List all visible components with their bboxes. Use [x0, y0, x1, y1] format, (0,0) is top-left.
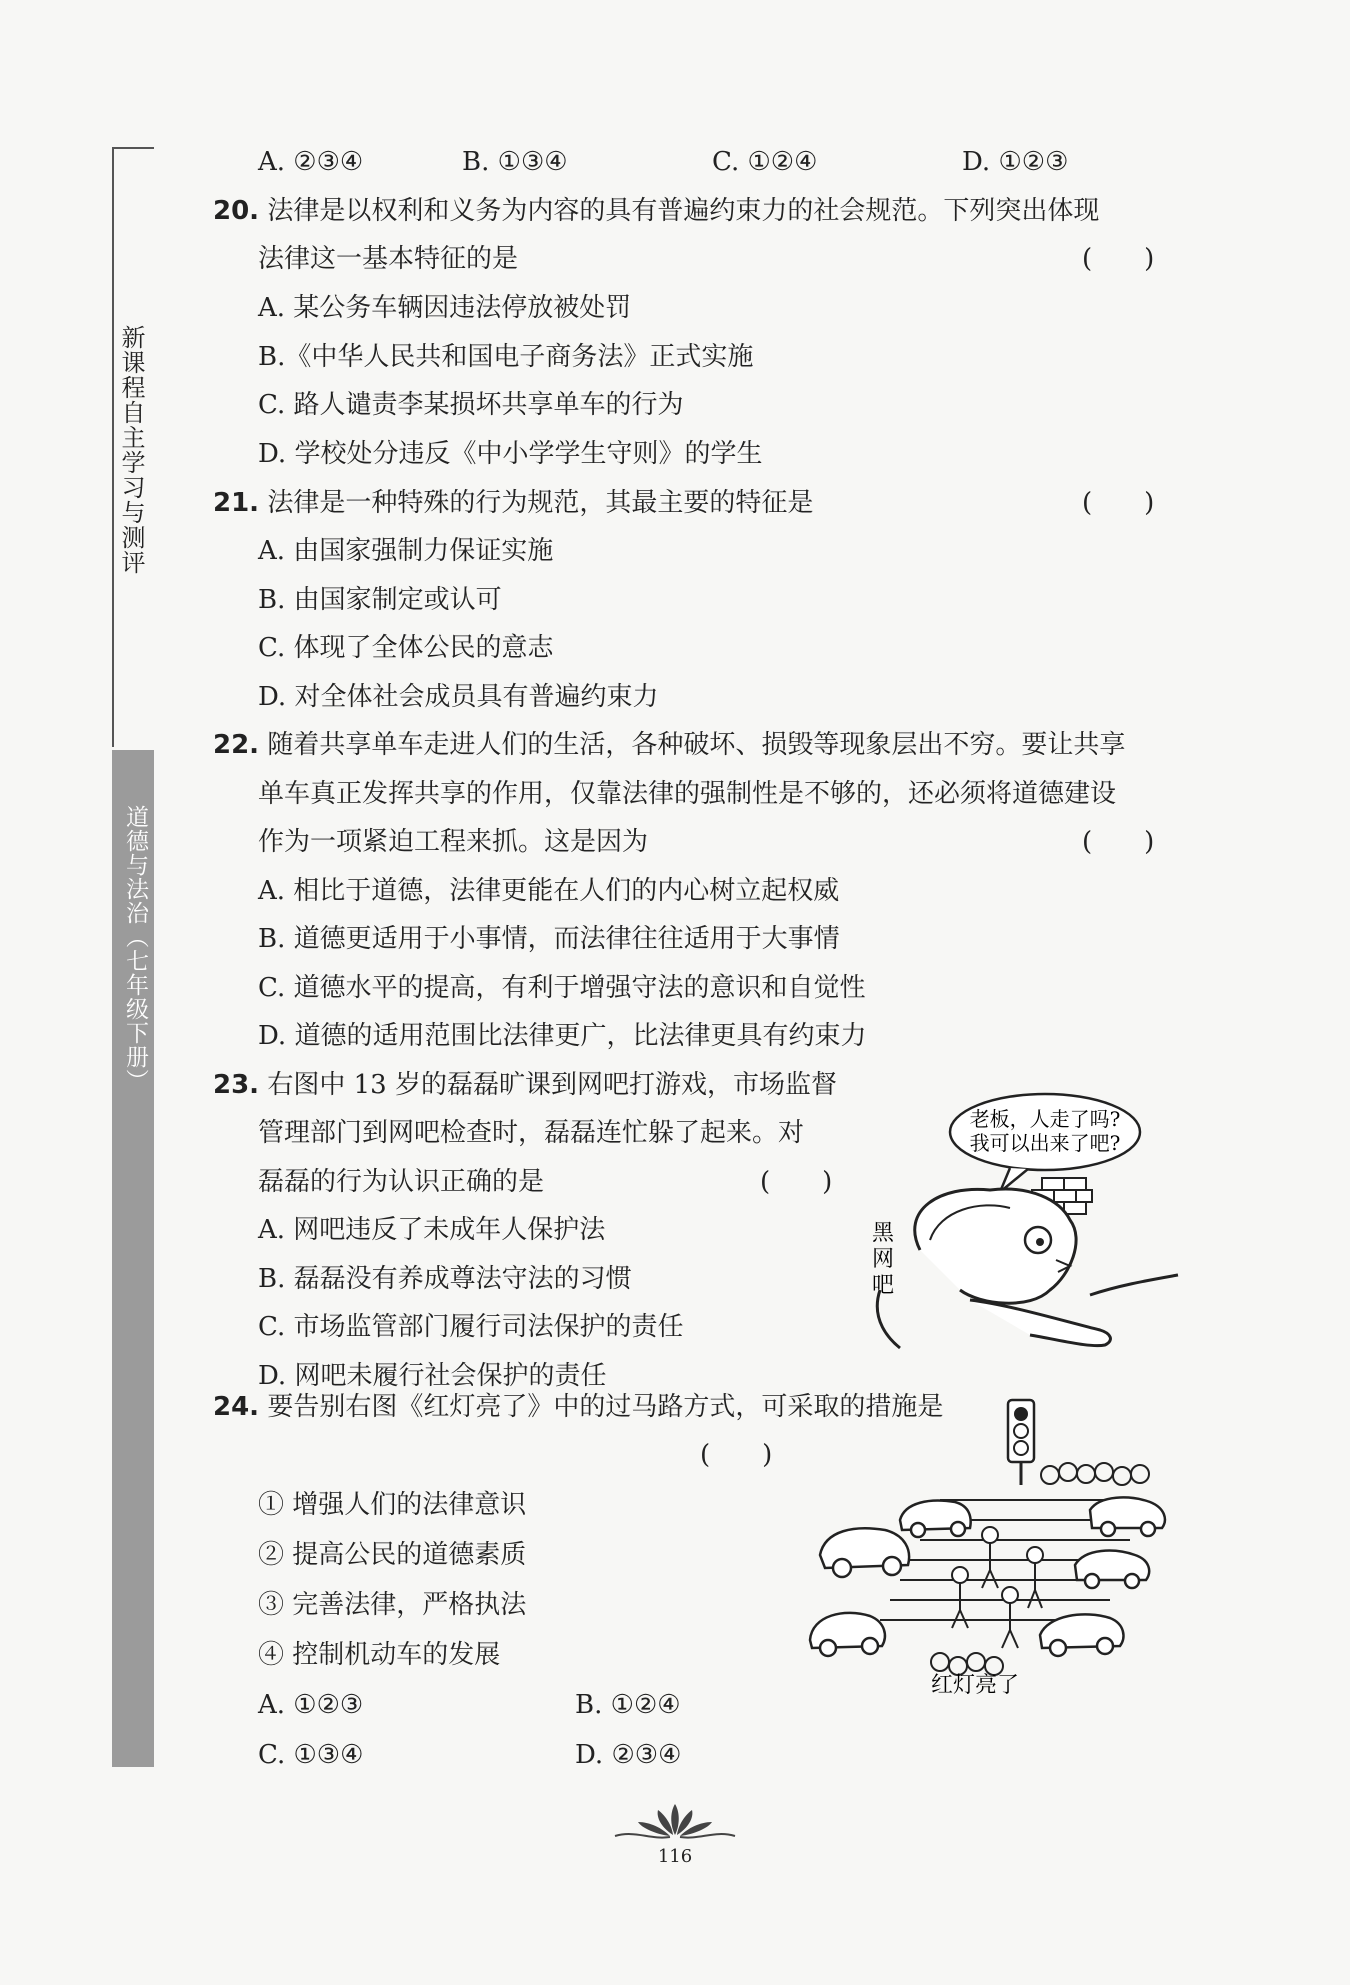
q19-option-b: B. ①③④: [462, 147, 568, 177]
boy-arm: [970, 1300, 1110, 1346]
q24-number: 24.: [213, 1392, 260, 1422]
q22-option: C. 道德水平的提高，有利于增强守法的意识和自觉性: [258, 973, 866, 1003]
q20-text-1: 法律是以权利和义务为内容的具有普遍约束力的社会规范。下列突出体现: [267, 196, 1100, 226]
q22-stem-line2: 单车真正发挥共享的作用，仅靠法律的强制性是不够的，还必须将道德建设: [258, 779, 1117, 809]
speech-line2: 我可以出来了吧?: [969, 1131, 1121, 1155]
q24-text: 要告别右图《红灯亮了》中的过马路方式，可采取的措施是: [267, 1392, 944, 1422]
traffic-light-icon: [1008, 1400, 1034, 1485]
q21-number: 21.: [213, 488, 260, 518]
speech-line1: 老板，人走了吗?: [969, 1107, 1121, 1131]
q24-option-d: D. ②③④: [575, 1740, 682, 1770]
q23-text-1: 右图中 13 岁的磊磊旷课到网吧打游戏，市场监督: [267, 1070, 837, 1100]
q21-text: 法律是一种特殊的行为规范，其最主要的特征是: [267, 488, 814, 518]
car-icon: [810, 1613, 885, 1656]
car-icon: [900, 1501, 971, 1537]
q21-option: C. 体现了全体公民的意志: [258, 633, 554, 663]
q23-option: D. 网吧未履行社会保护的责任: [258, 1361, 607, 1391]
q20-stem-line2: 法律这一基本特征的是: [258, 244, 519, 274]
q19-option-a: A. ②③④: [258, 147, 364, 177]
q20-option: B.《中华人民共和国电子商务法》正式实施: [258, 342, 754, 372]
car-icon: [1040, 1614, 1123, 1656]
q22-option: B. 道德更适用于小事情，而法律往往适用于大事情: [258, 924, 840, 954]
q23-number: 23.: [213, 1070, 260, 1100]
q23-option: C. 市场监管部门履行司法保护的责任: [258, 1312, 684, 1342]
pedestrian-icon: [952, 1527, 1043, 1648]
q22-answer-paren: ( ): [1082, 827, 1155, 857]
q24-option-c: C. ①③④: [258, 1740, 364, 1770]
page-number: 116: [657, 1846, 693, 1867]
q24-option-a: A. ①②③: [258, 1690, 364, 1720]
q22-number: 22.: [213, 730, 260, 760]
sign-char: 网: [872, 1247, 895, 1272]
q23-option: B. 磊磊没有养成尊法守法的习惯: [258, 1264, 632, 1294]
q21-stem: [213, 486, 813, 520]
q23-cartoon: [860, 1090, 1180, 1350]
q24-answer-paren: ( ): [700, 1440, 773, 1470]
q22-stem-line1: [213, 728, 1125, 762]
q19-option-d: D. ①②③: [962, 147, 1069, 177]
q23-stem-line3: 磊磊的行为认识正确的是: [258, 1167, 545, 1197]
sidebar-book-title: 新课程自主学习与测评: [117, 325, 145, 575]
q24-item: ③ 完善法律，严格执法: [258, 1590, 527, 1620]
q24-cartoon: [800, 1390, 1180, 1700]
q24-cartoon-caption: 红灯亮了: [930, 1673, 1020, 1698]
q20-option: C. 路人谴责李某损坏共享单车的行为: [258, 390, 684, 420]
q20-answer-paren: ( ): [1082, 244, 1155, 274]
q22-option: D. 道德的适用范围比法律更广，比法律更具有约束力: [258, 1021, 867, 1051]
car-icon: [1075, 1551, 1149, 1588]
q21-option: D. 对全体社会成员具有普遍约束力: [258, 682, 659, 712]
q20-option: A. 某公务车辆因违法停放被处罚: [258, 293, 632, 323]
sign-char: 吧: [872, 1273, 895, 1298]
q22-text-1: 随着共享单车走进人们的生活，各种破坏、损毁等现象层出不穷。要让共享: [267, 730, 1126, 760]
q23-stem-line1: [213, 1068, 837, 1102]
q21-answer-paren: ( ): [1082, 488, 1155, 518]
footer-ornament-icon: [610, 1800, 740, 1842]
q21-option: B. 由国家制定或认可: [258, 585, 502, 615]
q24-item: ① 增强人们的法律意识: [258, 1490, 527, 1520]
car-icon: [1090, 1497, 1165, 1536]
q23-answer-paren: ( ): [760, 1167, 833, 1197]
q21-option: A. 由国家强制力保证实施: [258, 536, 554, 566]
q22-stem-line3: 作为一项紧迫工程来抓。这是因为: [258, 827, 649, 857]
q24-item: ④ 控制机动车的发展: [258, 1640, 501, 1670]
q22-option: A. 相比于道德，法律更能在人们的内心树立起权威: [258, 876, 840, 906]
q24-option-b: B. ①②④: [575, 1690, 681, 1720]
sign-char: 黑: [872, 1221, 895, 1246]
q20-option: D. 学校处分违反《中小学学生守则》的学生: [258, 439, 763, 469]
q19-option-c: C. ①②④: [712, 147, 818, 177]
q20-stem-line1: [213, 194, 1099, 228]
sidebar-subject: 道德与法治（七年级下册）: [122, 805, 148, 1093]
q24-item: ② 提高公民的道德素质: [258, 1540, 527, 1570]
q23-stem-line2: 管理部门到网吧检查时，磊磊连忙躲了起来。对: [258, 1118, 805, 1148]
car-icon: [820, 1528, 909, 1577]
q20-number: 20.: [213, 196, 260, 226]
q23-option: A. 网吧违反了未成年人保护法: [258, 1215, 606, 1245]
